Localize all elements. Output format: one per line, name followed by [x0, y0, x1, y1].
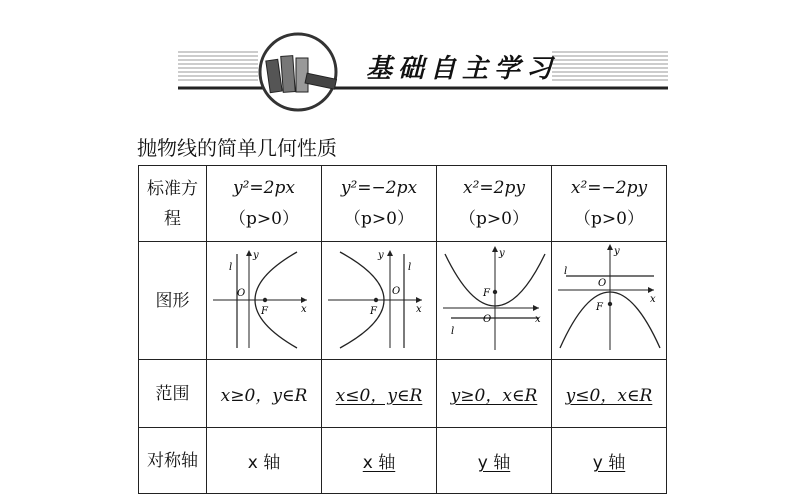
directrix-label: l — [408, 262, 412, 273]
axis-text: y 轴 — [592, 453, 626, 473]
equation-text: x²=2py — [463, 178, 525, 198]
cell-equation — [207, 166, 322, 242]
section-title: 抛物线的简单几何性质 — [137, 136, 337, 160]
cell-graph — [207, 242, 322, 360]
cell-equation — [322, 166, 437, 242]
directrix-label: l — [564, 266, 568, 277]
axis-label-x: x — [301, 304, 307, 315]
parabola-graph-up — [439, 242, 549, 354]
equation-text: x²=−2py — [570, 178, 648, 198]
table-row-graph — [139, 242, 667, 360]
axis-text: y 轴 — [477, 453, 511, 473]
range-text: y≥0，x∈R — [450, 386, 538, 406]
range-text: x≤0，y∈R — [335, 386, 423, 406]
range-text: x≥0，y∈R — [220, 386, 308, 406]
cell-range — [437, 360, 552, 428]
cell-axis — [322, 428, 437, 494]
row-header-axis: 对称轴 — [139, 428, 207, 494]
equation-text: y²=2px — [233, 178, 295, 198]
table-row-equation — [139, 166, 667, 242]
condition-text: （p>0） — [229, 209, 299, 229]
origin-label: O — [483, 314, 492, 325]
cell-range — [322, 360, 437, 428]
parabola-graph-right — [209, 242, 319, 354]
table-row-axis — [139, 428, 667, 494]
cell-graph — [322, 242, 437, 360]
parabola-graph-left — [324, 242, 434, 354]
directrix-label: l — [229, 262, 233, 273]
cell-axis — [437, 428, 552, 494]
banner-title: 基础自主学习 — [366, 54, 559, 84]
cell-axis — [552, 428, 667, 494]
focus-label: F — [596, 302, 603, 313]
focus-label: F — [370, 306, 377, 317]
origin-label: O — [598, 278, 607, 289]
cell-equation — [552, 166, 667, 242]
cell-range — [552, 360, 667, 428]
focus-label: F — [261, 306, 268, 317]
axis-label-y: y — [378, 250, 384, 261]
axis-label-x: x — [535, 314, 541, 325]
focus-label: F — [483, 288, 490, 299]
condition-text: （p>0） — [344, 209, 414, 229]
parabola-properties-table — [138, 165, 667, 494]
axis-label-y: y — [253, 250, 259, 261]
range-text: y≤0，x∈R — [565, 386, 653, 406]
origin-label: O — [237, 288, 246, 299]
origin-label: O — [392, 286, 401, 297]
parabola-graph-down — [554, 242, 664, 354]
equation-text: y²=−2px — [340, 178, 418, 198]
condition-text: （p>0） — [574, 209, 644, 229]
row-header-range: 范围 — [139, 360, 207, 428]
row-header-graph: 图形 — [139, 242, 207, 360]
axis-label-x: x — [650, 294, 656, 305]
axis-text: x 轴 — [247, 453, 281, 473]
cell-range — [207, 360, 322, 428]
axis-label-y: y — [614, 246, 620, 257]
cell-graph — [437, 242, 552, 360]
row-header-equation: 标准方程 — [139, 166, 207, 242]
axis-label-y: y — [499, 248, 505, 259]
directrix-label: l — [451, 326, 455, 337]
cell-graph — [552, 242, 667, 360]
table-row-range — [139, 360, 667, 428]
axis-text: x 轴 — [362, 453, 396, 473]
axis-label-x: x — [416, 304, 422, 315]
cell-axis — [207, 428, 322, 494]
cell-equation — [437, 166, 552, 242]
condition-text: （p>0） — [459, 209, 529, 229]
